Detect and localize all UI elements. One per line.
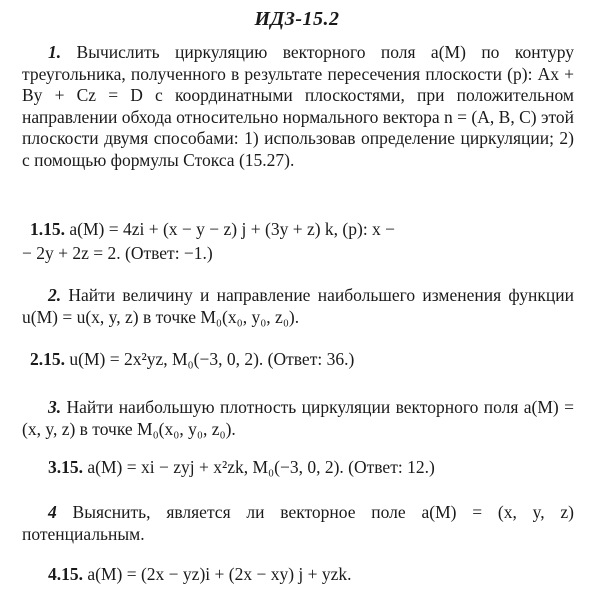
problem-4-15 bbox=[48, 564, 352, 585]
problem-3-15 bbox=[48, 457, 435, 478]
problem-3-15-text: a(M) = xi − zyj + x²zk, M₀(−3, 0, 2). (Ответ: 12.) bbox=[87, 457, 435, 477]
problem-3-15-number: 3.15. bbox=[48, 457, 83, 477]
problem-1-15-number: 1.15. bbox=[30, 219, 65, 239]
task-2-number: 2. bbox=[48, 285, 62, 305]
problem-2-15 bbox=[30, 349, 354, 370]
task-4-text: Выяснить, является ли векторное поле a(M) = (x, y, z) потенциальным. bbox=[22, 502, 575, 544]
task-1 bbox=[22, 42, 574, 171]
page-title: ИДЗ-15.2 bbox=[254, 8, 340, 30]
problem-1-15-continued bbox=[22, 243, 213, 264]
problem-1-15-line-1: a(M) = 4zi + (x − y − z) j + (3y + z) k, (p): x − bbox=[69, 219, 396, 239]
problem-1-15-line-2: − 2y + 2z = 2. (Ответ: −1.) bbox=[22, 243, 213, 263]
problem-2-15-text: u(M) = 2x²yz, M₀(−3, 0, 2). (Ответ: 36.) bbox=[69, 349, 355, 369]
task-3-number: 3. bbox=[48, 397, 62, 417]
problem-4-15-number: 4.15. bbox=[48, 564, 83, 584]
task-2-text: Найти величину и направление наибольшего изменения функции u(M) = u(x, y, z) в точке M₀(x₀, y₀, z₀). bbox=[22, 285, 574, 327]
problem-1-15 bbox=[30, 219, 395, 240]
problem-2-15-number: 2.15. bbox=[30, 349, 65, 369]
task-4-number: 4 bbox=[48, 502, 57, 522]
problem-4-15-text: a(M) = (2x − yz)i + (2x − xy) j + yzk. bbox=[87, 564, 352, 584]
task-2 bbox=[22, 285, 574, 328]
task-1-number: 1. bbox=[48, 42, 62, 62]
task-1-text: Вычислить циркуляцию векторного поля a(M) по контуру треугольника, полученного в результате пересечения плоскости (p): Ax + By + Cz = D с координатными плоскостями, при положительном направлении обхода относительно нормального вектора n = (A, B, C) этой плоскости двумя способами: 1) использовав определение циркуляции; 2) с помощью формулы Стокса (15.27). bbox=[22, 42, 575, 170]
task-4 bbox=[22, 502, 574, 545]
task-3 bbox=[22, 397, 574, 440]
task-3-text: Найти наибольшую плотность циркуляции векторного поля a(M) = (x, y, z) в точке M₀(x₀, y₀, z₀). bbox=[22, 397, 575, 439]
